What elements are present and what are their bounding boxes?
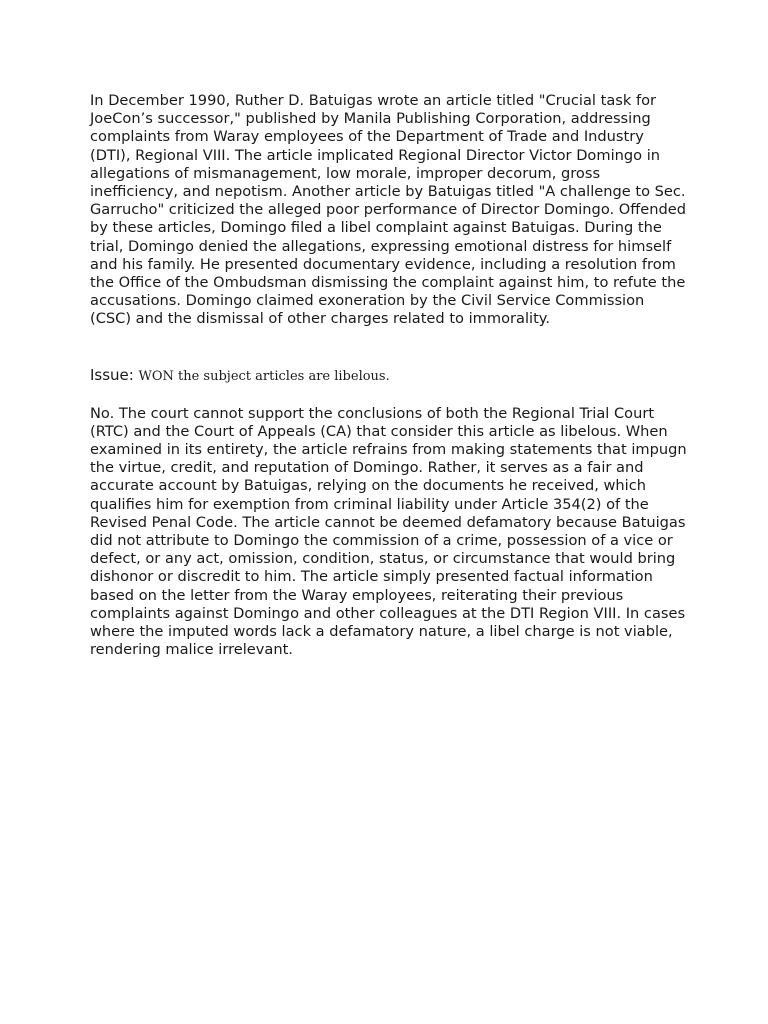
issue-line [90,365,688,387]
issue-text: WON the subject articles are libelous. [138,368,390,384]
facts-paragraph: In December 1990, Ruther D. Batuigas wrote an article titled "Crucial task for JoeCon’s successor," published by Manila Publishing Corporation, addressing complaints from Waray employees of the Department of Trade and Industry (DTI), Regional VIII. The article implicated Regional Director Victor Domingo in allegations of mismanagement, low morale, improper decorum, gross inefficiency, and nepotism. Another article by Batuigas titled "A challenge to Sec. Garrucho" criticized the alleged poor performance of Director Domingo. Offended by these articles, Domingo filed a libel complaint against Batuigas. During the trial, Domingo denied the allegations, expressing emotional distress for himself and his family. He presented documentary evidence, including a resolution from the Office of the Ombudsman dismissing the complaint against him, to refute the accusations. Domingo claimed exoneration by the Civil Service Commission (CSC) and the dismissal of other charges related to immorality. [90,92,687,328]
document-page [90,92,688,659]
ruling-paragraph: No. The court cannot support the conclusions of both the Regional Trial Court (RTC) and the Court of Appeals (CA) that consider this article as libelous. When examined in its entirety, the article refrains from making statements that impugn the virtue, credit, and reputation of Domingo. Rather, it serves as a fair and accurate account by Batuigas, relying on the documents he received, which qualifies him for exemption from criminal liability under Article 354(2) of the Revised Penal Code. The article cannot be deemed defamatory because Batuigas did not attribute to Domingo the commission of a crime, possession of a vice or defect, or any act, omission, condition, status, or circumstance that would bring dishonor or discredit to him. The article simply presented factual information based on the letter from the Waray employees, reiterating their previous complaints against Domingo and other colleagues at the DTI Region VIII. In cases where the imputed words lack a defamatory nature, a libel charge is not viable, rendering malice irrelevant. [90,404,687,659]
issue-label: Issue: [90,365,134,384]
